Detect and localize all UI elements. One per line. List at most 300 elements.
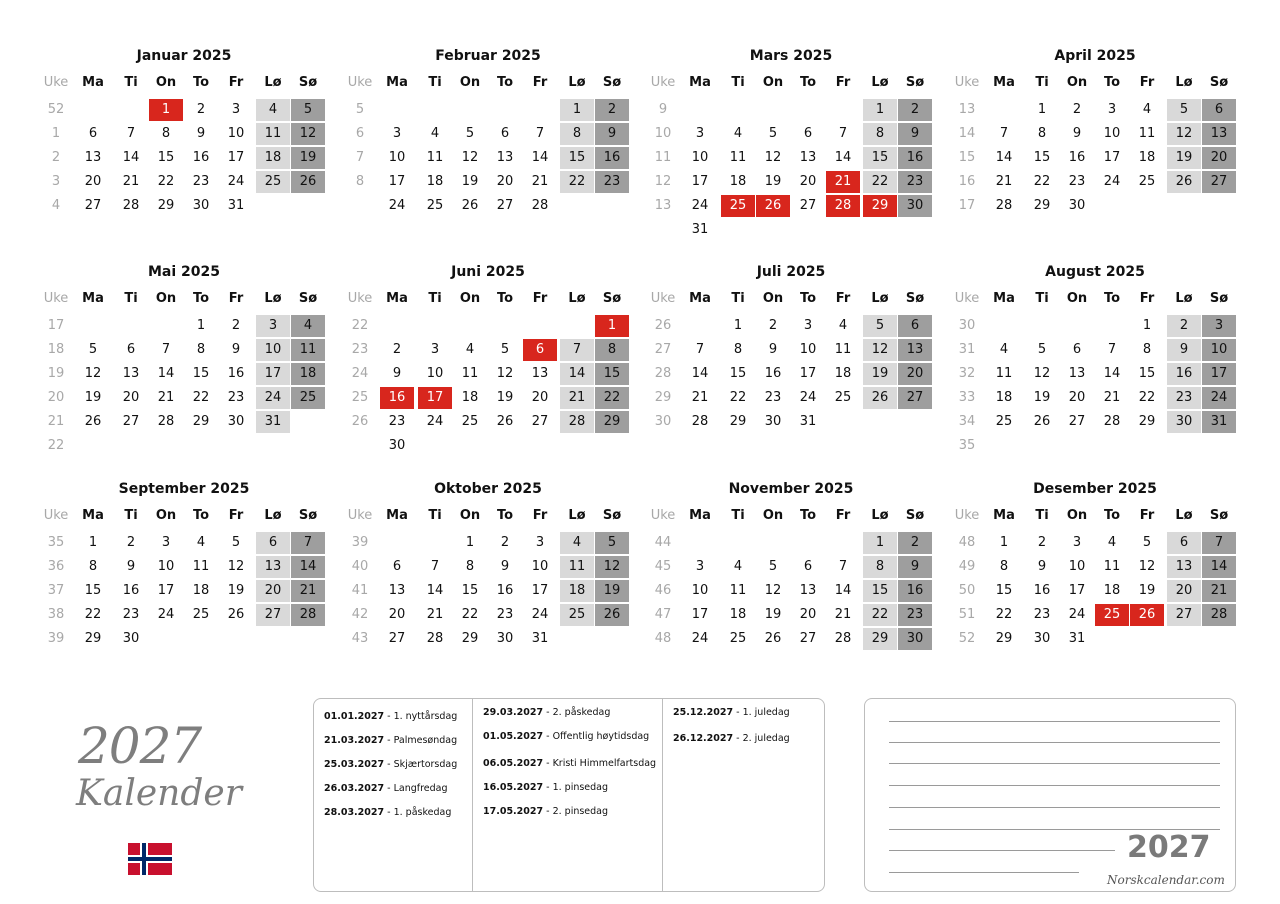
day-cell[interactable]: 24 [1068, 607, 1086, 622]
day-cell[interactable]: 3 [430, 342, 440, 357]
day-cell[interactable]: 27 [256, 604, 290, 626]
day-cell[interactable]: 9 [898, 123, 932, 145]
day-cell[interactable]: 21 [426, 607, 444, 622]
day-cell[interactable]: 10 [691, 150, 709, 165]
day-cell[interactable]: 30 [192, 198, 210, 213]
day-cell[interactable]: 20 [1167, 580, 1201, 602]
day-cell[interactable]: 20 [496, 174, 514, 189]
day-cell[interactable]: 4 [838, 318, 848, 333]
day-cell[interactable]: 5 [595, 532, 629, 554]
day-cell[interactable]: 11 [256, 123, 290, 145]
day-cell[interactable]: 18 [834, 366, 852, 381]
day-cell[interactable]: 3 [695, 559, 705, 574]
day-cell[interactable]: 11 [729, 583, 747, 598]
day-cell[interactable]: 30 [898, 628, 932, 650]
day-cell[interactable]: 4 [465, 342, 475, 357]
day-cell[interactable]: 21 [826, 171, 860, 193]
day-cell[interactable]: 1 [595, 315, 629, 337]
day-cell[interactable]: 20 [388, 607, 406, 622]
day-cell[interactable]: 30 [764, 414, 782, 429]
day-cell[interactable]: 5 [500, 342, 510, 357]
day-cell[interactable]: 14 [691, 366, 709, 381]
day-cell[interactable]: 10 [1202, 339, 1236, 361]
day-cell[interactable]: 18 [729, 174, 747, 189]
day-cell[interactable]: 2 [231, 318, 241, 333]
day-cell[interactable]: 24 [388, 198, 406, 213]
day-cell[interactable]: 20 [84, 174, 102, 189]
day-cell[interactable]: 21 [122, 174, 140, 189]
day-cell[interactable]: 12 [227, 559, 245, 574]
day-cell[interactable]: 16 [1033, 583, 1051, 598]
day-cell[interactable]: 7 [161, 342, 171, 357]
day-cell[interactable]: 29 [1138, 414, 1156, 429]
day-cell[interactable]: 8 [999, 559, 1009, 574]
day-cell[interactable]: 2 [898, 532, 932, 554]
day-cell[interactable]: 28 [1103, 414, 1121, 429]
day-cell[interactable]: 17 [388, 174, 406, 189]
day-cell[interactable]: 27 [1167, 604, 1201, 626]
day-cell[interactable]: 24 [256, 387, 290, 409]
day-cell[interactable]: 13 [1068, 366, 1086, 381]
day-cell[interactable]: 16 [192, 150, 210, 165]
day-cell[interactable]: 2 [1037, 535, 1047, 550]
day-cell[interactable]: 28 [426, 631, 444, 646]
day-cell[interactable]: 4 [256, 99, 290, 121]
day-cell[interactable]: 17 [1103, 150, 1121, 165]
day-cell[interactable]: 22 [461, 607, 479, 622]
day-cell[interactable]: 28 [834, 631, 852, 646]
day-cell[interactable]: 24 [157, 607, 175, 622]
day-cell[interactable]: 27 [531, 414, 549, 429]
day-cell[interactable]: 8 [560, 123, 594, 145]
day-cell[interactable]: 17 [531, 583, 549, 598]
day-cell[interactable]: 7 [1202, 532, 1236, 554]
day-cell[interactable]: 4 [291, 315, 325, 337]
day-cell[interactable]: 28 [995, 198, 1013, 213]
day-cell[interactable]: 18 [192, 583, 210, 598]
day-cell[interactable]: 5 [1142, 535, 1152, 550]
day-cell[interactable]: 21 [1202, 580, 1236, 602]
day-cell[interactable]: 5 [768, 559, 778, 574]
day-cell[interactable]: 19 [227, 583, 245, 598]
day-cell[interactable]: 11 [291, 339, 325, 361]
day-cell[interactable]: 27 [799, 631, 817, 646]
day-cell[interactable]: 8 [595, 339, 629, 361]
day-cell[interactable]: 4 [733, 126, 743, 141]
day-cell[interactable]: 28 [691, 414, 709, 429]
day-cell[interactable]: 10 [1068, 559, 1086, 574]
day-cell[interactable]: 8 [196, 342, 206, 357]
day-cell[interactable]: 23 [1068, 174, 1086, 189]
day-cell[interactable]: 22 [995, 607, 1013, 622]
day-cell[interactable]: 18 [291, 363, 325, 385]
day-cell[interactable]: 2 [1072, 102, 1082, 117]
day-cell[interactable]: 20 [122, 390, 140, 405]
day-cell[interactable]: 19 [1138, 583, 1156, 598]
day-cell[interactable]: 22 [595, 387, 629, 409]
day-cell[interactable]: 25 [995, 414, 1013, 429]
day-cell[interactable]: 21 [531, 174, 549, 189]
day-cell[interactable]: 12 [764, 150, 782, 165]
day-cell[interactable]: 2 [1167, 315, 1201, 337]
day-cell[interactable]: 21 [691, 390, 709, 405]
day-cell[interactable]: 21 [834, 607, 852, 622]
day-cell[interactable]: 5 [768, 126, 778, 141]
day-cell[interactable]: 1 [863, 532, 897, 554]
day-cell[interactable]: 1 [1037, 102, 1047, 117]
day-cell[interactable]: 20 [898, 363, 932, 385]
day-cell[interactable]: 22 [863, 171, 897, 193]
day-cell[interactable]: 7 [695, 342, 705, 357]
day-cell[interactable]: 29 [157, 198, 175, 213]
day-cell[interactable]: 26 [764, 631, 782, 646]
day-cell[interactable]: 10 [227, 126, 245, 141]
day-cell[interactable]: 3 [803, 318, 813, 333]
day-cell[interactable]: 24 [691, 198, 709, 213]
day-cell[interactable]: 30 [1068, 198, 1086, 213]
day-cell[interactable]: 26 [1033, 414, 1051, 429]
day-cell[interactable]: 5 [88, 342, 98, 357]
day-cell[interactable]: 26 [227, 607, 245, 622]
day-cell[interactable]: 5 [465, 126, 475, 141]
day-cell[interactable]: 16 [764, 366, 782, 381]
day-cell[interactable]: 12 [1033, 366, 1051, 381]
day-cell[interactable]: 7 [430, 559, 440, 574]
day-cell[interactable]: 7 [560, 339, 594, 361]
day-cell[interactable]: 7 [126, 126, 136, 141]
day-cell[interactable]: 14 [834, 583, 852, 598]
day-cell[interactable]: 27 [1202, 171, 1236, 193]
day-cell[interactable]: 7 [838, 126, 848, 141]
day-cell[interactable]: 9 [595, 123, 629, 145]
day-cell[interactable]: 27 [388, 631, 406, 646]
day-cell[interactable]: 6 [392, 559, 402, 574]
day-cell[interactable]: 22 [1033, 174, 1051, 189]
day-cell[interactable]: 28 [531, 198, 549, 213]
day-cell[interactable]: 29 [863, 195, 897, 217]
day-cell[interactable]: 15 [863, 147, 897, 169]
day-cell[interactable]: 17 [691, 174, 709, 189]
day-cell[interactable]: 18 [256, 147, 290, 169]
day-cell[interactable]: 19 [84, 390, 102, 405]
day-cell[interactable]: 3 [161, 535, 171, 550]
day-cell[interactable]: 2 [768, 318, 778, 333]
day-cell[interactable]: 9 [1072, 126, 1082, 141]
day-cell[interactable]: 6 [803, 126, 813, 141]
day-cell[interactable]: 15 [1033, 150, 1051, 165]
day-cell[interactable]: 19 [595, 580, 629, 602]
day-cell[interactable]: 8 [1142, 342, 1152, 357]
day-cell[interactable]: 5 [1167, 99, 1201, 121]
day-cell[interactable]: 13 [496, 150, 514, 165]
day-cell[interactable]: 26 [1130, 604, 1164, 626]
day-cell[interactable]: 15 [84, 583, 102, 598]
day-cell[interactable]: 15 [729, 366, 747, 381]
day-cell[interactable]: 11 [1138, 126, 1156, 141]
day-cell[interactable]: 9 [1167, 339, 1201, 361]
day-cell[interactable]: 15 [192, 366, 210, 381]
day-cell[interactable]: 6 [256, 532, 290, 554]
day-cell[interactable]: 29 [729, 414, 747, 429]
day-cell[interactable]: 19 [291, 147, 325, 169]
day-cell[interactable]: 14 [1103, 366, 1121, 381]
day-cell[interactable]: 16 [1167, 363, 1201, 385]
day-cell[interactable]: 31 [227, 198, 245, 213]
day-cell[interactable]: 18 [560, 580, 594, 602]
day-cell[interactable]: 24 [426, 414, 444, 429]
day-cell[interactable]: 14 [426, 583, 444, 598]
day-cell[interactable]: 1 [1142, 318, 1152, 333]
day-cell[interactable]: 22 [560, 171, 594, 193]
day-cell[interactable]: 9 [768, 342, 778, 357]
day-cell[interactable]: 23 [192, 174, 210, 189]
day-cell[interactable]: 17 [256, 363, 290, 385]
day-cell[interactable]: 29 [84, 631, 102, 646]
day-cell[interactable]: 20 [1068, 390, 1086, 405]
day-cell[interactable]: 26 [1167, 171, 1201, 193]
day-cell[interactable]: 13 [122, 366, 140, 381]
day-cell[interactable]: 8 [161, 126, 171, 141]
day-cell[interactable]: 13 [898, 339, 932, 361]
day-cell[interactable]: 19 [496, 390, 514, 405]
day-cell[interactable]: 21 [560, 387, 594, 409]
day-cell[interactable]: 17 [799, 366, 817, 381]
day-cell[interactable]: 22 [84, 607, 102, 622]
day-cell[interactable]: 25 [560, 604, 594, 626]
day-cell[interactable]: 23 [1167, 387, 1201, 409]
day-cell[interactable]: 23 [227, 390, 245, 405]
day-cell[interactable]: 16 [898, 580, 932, 602]
day-cell[interactable]: 30 [496, 631, 514, 646]
day-cell[interactable]: 19 [764, 174, 782, 189]
day-cell[interactable]: 30 [898, 195, 932, 217]
day-cell[interactable]: 10 [256, 339, 290, 361]
day-cell[interactable]: 23 [595, 171, 629, 193]
day-cell[interactable]: 27 [84, 198, 102, 213]
day-cell[interactable]: 12 [496, 366, 514, 381]
day-cell[interactable]: 9 [126, 559, 136, 574]
day-cell[interactable]: 14 [291, 556, 325, 578]
day-cell[interactable]: 7 [291, 532, 325, 554]
day-cell[interactable]: 6 [126, 342, 136, 357]
day-cell[interactable]: 4 [1107, 535, 1117, 550]
day-cell[interactable]: 18 [461, 390, 479, 405]
day-cell[interactable]: 2 [392, 342, 402, 357]
day-cell[interactable]: 31 [1202, 411, 1236, 433]
day-cell[interactable]: 26 [291, 171, 325, 193]
day-cell[interactable]: 10 [388, 150, 406, 165]
day-cell[interactable]: 8 [863, 556, 897, 578]
day-cell[interactable]: 6 [88, 126, 98, 141]
day-cell[interactable]: 25 [1138, 174, 1156, 189]
day-cell[interactable]: 24 [227, 174, 245, 189]
day-cell[interactable]: 24 [1202, 387, 1236, 409]
day-cell[interactable]: 25 [192, 607, 210, 622]
day-cell[interactable]: 19 [461, 174, 479, 189]
day-cell[interactable]: 23 [898, 171, 932, 193]
day-cell[interactable]: 21 [1103, 390, 1121, 405]
day-cell[interactable]: 10 [799, 342, 817, 357]
day-cell[interactable]: 15 [157, 150, 175, 165]
day-cell[interactable]: 30 [1167, 411, 1201, 433]
day-cell[interactable]: 24 [799, 390, 817, 405]
day-cell[interactable]: 28 [122, 198, 140, 213]
day-cell[interactable]: 1 [560, 99, 594, 121]
day-cell[interactable]: 27 [496, 198, 514, 213]
day-cell[interactable]: 8 [733, 342, 743, 357]
day-cell[interactable]: 3 [1107, 102, 1117, 117]
day-cell[interactable]: 15 [560, 147, 594, 169]
day-cell[interactable]: 24 [691, 631, 709, 646]
day-cell[interactable]: 27 [898, 387, 932, 409]
day-cell[interactable]: 16 [122, 583, 140, 598]
day-cell[interactable]: 20 [799, 607, 817, 622]
day-cell[interactable]: 28 [560, 411, 594, 433]
day-cell[interactable]: 20 [531, 390, 549, 405]
day-cell[interactable]: 15 [1138, 366, 1156, 381]
day-cell[interactable]: 9 [1037, 559, 1047, 574]
day-cell[interactable]: 19 [1167, 147, 1201, 169]
day-cell[interactable]: 3 [392, 126, 402, 141]
day-cell[interactable]: 15 [461, 583, 479, 598]
day-cell[interactable]: 2 [500, 535, 510, 550]
day-cell[interactable]: 6 [803, 559, 813, 574]
day-cell[interactable]: 29 [1033, 198, 1051, 213]
day-cell[interactable]: 17 [418, 387, 452, 409]
day-cell[interactable]: 7 [1107, 342, 1117, 357]
day-cell[interactable]: 13 [256, 556, 290, 578]
day-cell[interactable]: 22 [729, 390, 747, 405]
day-cell[interactable]: 29 [192, 414, 210, 429]
day-cell[interactable]: 14 [995, 150, 1013, 165]
day-cell[interactable]: 5 [1037, 342, 1047, 357]
day-cell[interactable]: 2 [898, 99, 932, 121]
day-cell[interactable]: 28 [291, 604, 325, 626]
day-cell[interactable]: 9 [196, 126, 206, 141]
day-cell[interactable]: 20 [256, 580, 290, 602]
day-cell[interactable]: 10 [531, 559, 549, 574]
day-cell[interactable]: 25 [729, 631, 747, 646]
day-cell[interactable]: 30 [227, 414, 245, 429]
day-cell[interactable]: 1 [863, 99, 897, 121]
day-cell[interactable]: 27 [799, 198, 817, 213]
day-cell[interactable]: 14 [834, 150, 852, 165]
day-cell[interactable]: 12 [764, 583, 782, 598]
day-cell[interactable]: 10 [691, 583, 709, 598]
day-cell[interactable]: 26 [84, 414, 102, 429]
day-cell[interactable]: 4 [560, 532, 594, 554]
day-cell[interactable]: 17 [1068, 583, 1086, 598]
day-cell[interactable]: 19 [764, 607, 782, 622]
day-cell[interactable]: 9 [898, 556, 932, 578]
day-cell[interactable]: 11 [1103, 559, 1121, 574]
day-cell[interactable]: 13 [84, 150, 102, 165]
day-cell[interactable]: 12 [1167, 123, 1201, 145]
day-cell[interactable]: 6 [1202, 99, 1236, 121]
day-cell[interactable]: 10 [157, 559, 175, 574]
day-cell[interactable]: 10 [426, 366, 444, 381]
day-cell[interactable]: 4 [733, 559, 743, 574]
day-cell[interactable]: 27 [1068, 414, 1086, 429]
day-cell[interactable]: 29 [461, 631, 479, 646]
day-cell[interactable]: 11 [461, 366, 479, 381]
day-cell[interactable]: 25 [256, 171, 290, 193]
day-cell[interactable]: 23 [496, 607, 514, 622]
day-cell[interactable]: 19 [863, 363, 897, 385]
day-cell[interactable]: 30 [1033, 631, 1051, 646]
day-cell[interactable]: 26 [595, 604, 629, 626]
day-cell[interactable]: 29 [863, 628, 897, 650]
day-cell[interactable]: 15 [595, 363, 629, 385]
day-cell[interactable]: 6 [523, 339, 557, 361]
day-cell[interactable]: 16 [227, 366, 245, 381]
day-cell[interactable]: 3 [256, 315, 290, 337]
day-cell[interactable]: 12 [461, 150, 479, 165]
day-cell[interactable]: 25 [461, 414, 479, 429]
day-cell[interactable]: 28 [1202, 604, 1236, 626]
day-cell[interactable]: 11 [834, 342, 852, 357]
day-cell[interactable]: 15 [995, 583, 1013, 598]
day-cell[interactable]: 24 [531, 607, 549, 622]
day-cell[interactable]: 21 [157, 390, 175, 405]
day-cell[interactable]: 22 [1138, 390, 1156, 405]
day-cell[interactable]: 23 [764, 390, 782, 405]
day-cell[interactable]: 25 [834, 390, 852, 405]
day-cell[interactable]: 18 [1138, 150, 1156, 165]
day-cell[interactable]: 9 [392, 366, 402, 381]
day-cell[interactable]: 11 [560, 556, 594, 578]
day-cell[interactable]: 28 [157, 414, 175, 429]
day-cell[interactable]: 16 [380, 387, 414, 409]
day-cell[interactable]: 1 [465, 535, 475, 550]
day-cell[interactable]: 27 [122, 414, 140, 429]
day-cell[interactable]: 26 [756, 195, 790, 217]
day-cell[interactable]: 7 [838, 559, 848, 574]
day-cell[interactable]: 8 [465, 559, 475, 574]
day-cell[interactable]: 20 [799, 174, 817, 189]
day-cell[interactable]: 5 [863, 315, 897, 337]
day-cell[interactable]: 11 [729, 150, 747, 165]
day-cell[interactable]: 6 [1167, 532, 1201, 554]
day-cell[interactable]: 14 [560, 363, 594, 385]
day-cell[interactable]: 22 [863, 604, 897, 626]
day-cell[interactable]: 31 [799, 414, 817, 429]
day-cell[interactable]: 12 [863, 339, 897, 361]
day-cell[interactable]: 3 [695, 126, 705, 141]
day-cell[interactable]: 3 [231, 102, 241, 117]
day-cell[interactable]: 22 [192, 390, 210, 405]
day-cell[interactable]: 31 [1068, 631, 1086, 646]
day-cell[interactable]: 31 [691, 222, 709, 237]
day-cell[interactable]: 16 [496, 583, 514, 598]
day-cell[interactable]: 19 [1033, 390, 1051, 405]
day-cell[interactable]: 14 [1202, 556, 1236, 578]
day-cell[interactable]: 31 [256, 411, 290, 433]
day-cell[interactable]: 5 [291, 99, 325, 121]
day-cell[interactable]: 8 [88, 559, 98, 574]
day-cell[interactable]: 2 [196, 102, 206, 117]
day-cell[interactable]: 2 [595, 99, 629, 121]
day-cell[interactable]: 6 [500, 126, 510, 141]
day-cell[interactable]: 30 [388, 438, 406, 453]
day-cell[interactable]: 17 [227, 150, 245, 165]
day-cell[interactable]: 12 [1138, 559, 1156, 574]
day-cell[interactable]: 22 [157, 174, 175, 189]
day-cell[interactable]: 13 [799, 150, 817, 165]
day-cell[interactable]: 13 [1167, 556, 1201, 578]
day-cell[interactable]: 20 [1202, 147, 1236, 169]
day-cell[interactable]: 1 [88, 535, 98, 550]
